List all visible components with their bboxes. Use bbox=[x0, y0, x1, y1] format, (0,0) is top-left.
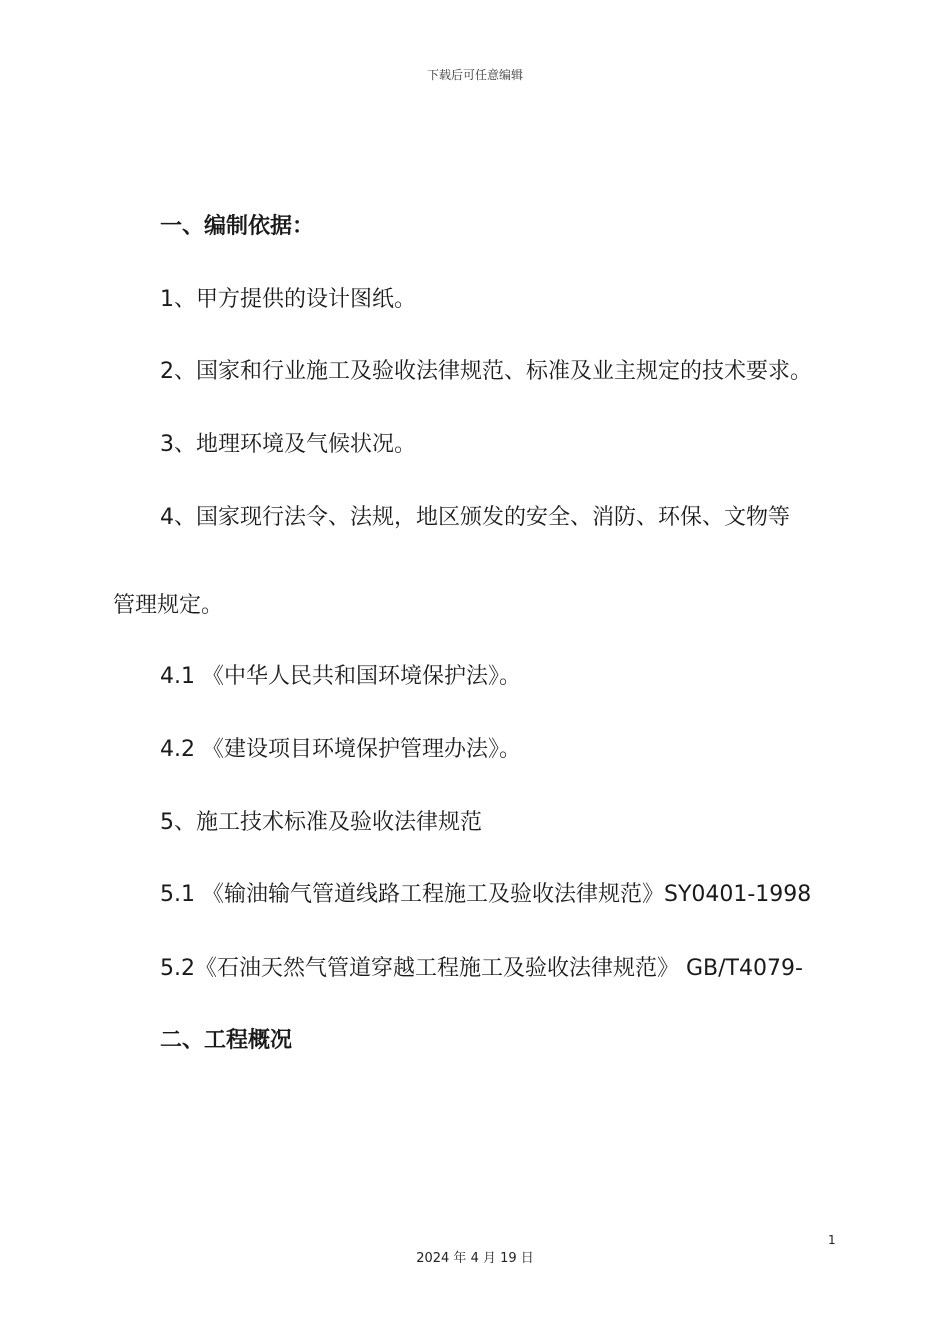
paragraph-item-5-1: 5.1 《输油输气管道线路工程施工及验收法律规范》SY0401-1998 bbox=[160, 882, 812, 907]
paragraph-item-4: 4、国家现行法令、法规，地区颁发的安全、消防、环保、文物等 bbox=[160, 505, 790, 530]
page-header: 下载后可任意编辑 bbox=[426, 68, 523, 82]
paragraph-item-4-continued: 管理规定。 bbox=[113, 593, 224, 618]
paragraph-item-4-2: 4.2 《建设项目环境保护管理办法》。 bbox=[160, 737, 521, 762]
paragraph-item-1: 1、甲方提供的设计图纸。 bbox=[160, 287, 416, 312]
paragraph-item-5-2: 5.2《石油天然气管道穿越工程施工及验收法律规范》 GB/T4079- bbox=[160, 956, 803, 981]
paragraph-item-2: 2、国家和行业施工及验收法律规范、标准及业主规定的技术要求。 bbox=[160, 359, 812, 384]
footer-date: 2024 年 4 月 19 日 bbox=[416, 1251, 534, 1266]
page-number: 1 bbox=[828, 1233, 836, 1247]
paragraph-item-4-1: 4.1 《中华人民共和国环境保护法》。 bbox=[160, 664, 521, 689]
section-heading-overview: 二、工程概况 bbox=[160, 1028, 293, 1053]
section-heading-basis: 一、编制依据： bbox=[160, 214, 315, 239]
paragraph-item-5: 5、施工技术标准及验收法律规范 bbox=[160, 810, 482, 835]
paragraph-item-3: 3、地理环境及气候状况。 bbox=[160, 432, 416, 457]
